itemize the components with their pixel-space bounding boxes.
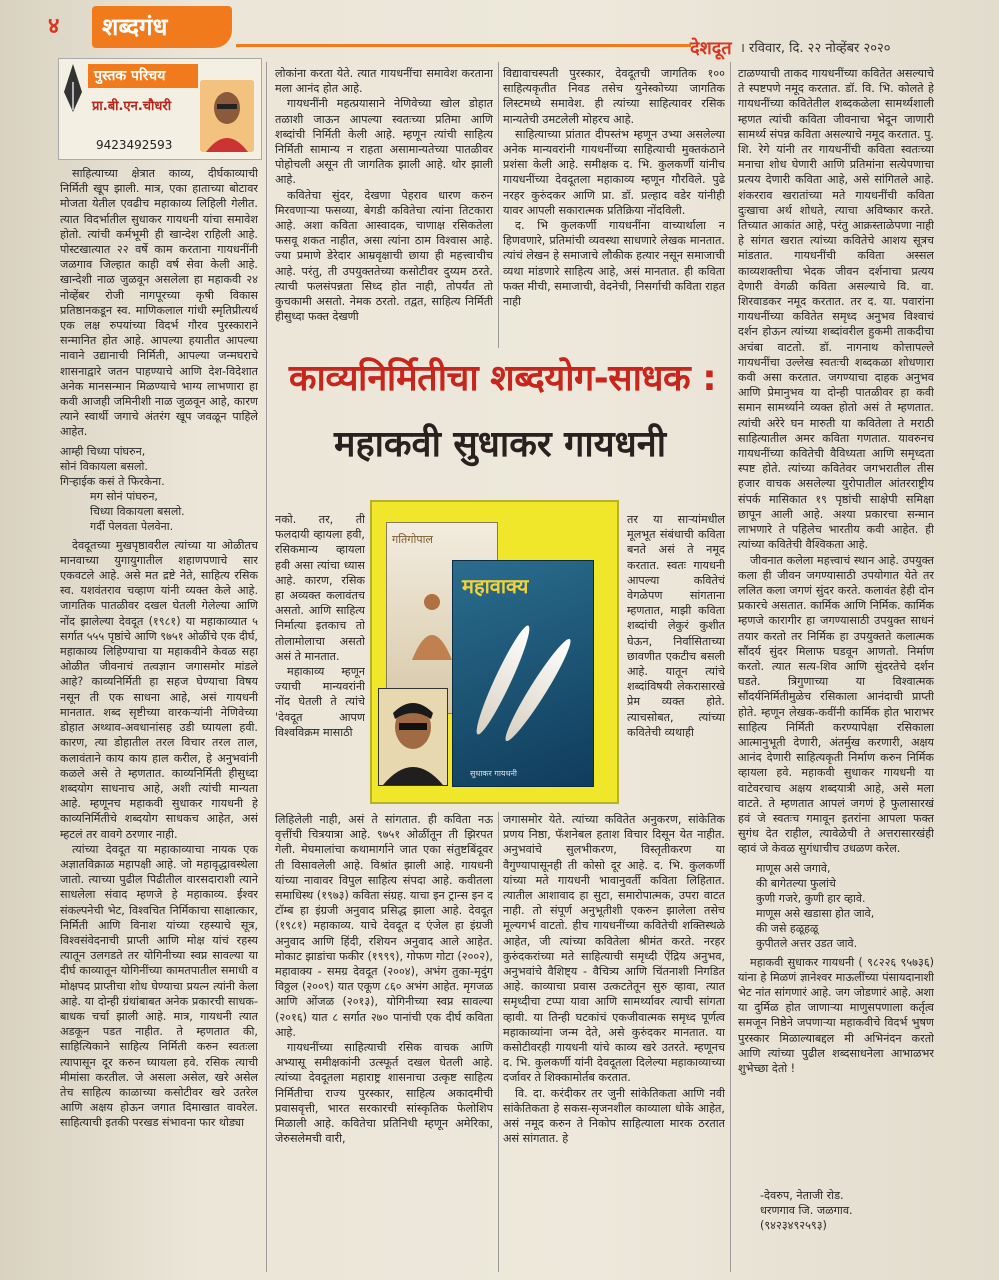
article-column-4 [738, 66, 934, 1182]
article-column-3-mid [627, 512, 725, 808]
column-divider [498, 812, 499, 1272]
paragraph: विद्यावाचस्पती पुरस्कार, देवदूतची जागतिक १०० साहित्यकृतीत निवड तसेच युनेस्कोच्या जागतिक लिस्टमध्ये समावेश. ही त्यांच्या साहित्यावर रसिक मान्यतेची उमटलेली मोहरच आहे. [503, 67, 725, 126]
paragraph: कवितेचा सुंदर, देखणा पेहराव धारण करुन मिरवणाऱ्या फसव्या, बेगडी कवितेचा त्यांना तिटकारा आहे. अशा कविता आस्वादक, चाणाक्ष रसिकतेला फसवू शकत नाहीत, असा त्यांना ठाम विश्वास आहे. ज्या प्रमाणे डेरेदार आम्रवृक्षाची छाया ही महत्त्वाचीच आहे. परंतु, ती उपयुक्ततेच्या कसोटीवर दुय्यम ठरते. त्याची फलसंपन्नता सिध्द होत नाही, तोपर्यंत तो कुचकामी असतो. नेमक ठरतो. तद्वत, साहित्य निर्मिती हीसुध्दा फक्त देखणी [275, 188, 493, 324]
author-photo [200, 80, 254, 152]
book-2-title: महावाक्य [462, 574, 529, 598]
paragraph: जीवनात कलेला महत्त्वाचं स्थान आहे. उपयुक्त कला ही जीवन जगण्यासाठी उपयोगात येते तर ललित कला जगणं सुंदर करते. कलावंत हेही दोन प्रकारचे असतात. कार्मिक आणि निर्मिक. कार्मिक म्हणजे कारागीर हा जगण्यासाठी उपयुक्त साधनं तयार करतो तर निर्मिक हा उपयुक्तते कलात्मक सौंदर्य सुंदर मिलाफ घडवून आणतो. निर्माण करतो. त्यात सत्य-शिव आणि सुंदरतेचे दर्शन घडते. त्रिगुणाच्या या विश्वात्मक सौंदर्यनिर्मितीमुळेच रसिकाला आनंदाची प्राप्ती होते. म्हणून लेखक-कवींनी कार्मिक होत भाराभर साहित्य निर्मिती करण्यापेक्षा रसिकाला आत्मानुभूती देणारी, अंतर्मुख करणारी, अक्षय आनंद देणारी साहित्यकृती निर्माण करुन निर्मिक व्हायला हवे. महाकवी सुधाकर गायधनी या वाटेवरचाच अक्षय शब्दयात्री आहे, असे मला वाटते. ते म्हणतात आपलं जगणं हे फुलासारखं हवं जे स्वतःच गमावून इतरांना आपला फक्त सुगंध देत राहील, त्यावेळेची ते अत्तरासारखंही व्हावं जे केवळ सुगंधाचीच उधळण करेल. [738, 553, 934, 856]
poem-line: माणूस असे जगावे, [756, 861, 831, 875]
paragraph: गायधनींनी महत्प्रयासाने नेणिवेच्या खोल डोहात तळाशी जाऊन आपल्या स्वतःच्या प्रतिमा आणि शब्दांची निर्मिती केली आहे. म्हणून त्यांची साहित्य निर्मिती सामान्य न राहता असामान्यतेच्या पातळीवर पोहोचली असून ती जागतिक झाली आहे. थोर झाली आहे. [275, 97, 493, 187]
paragraph: महाकाव्य म्हणून ज्याची मान्यवरांनी नोंद घेतली ते त्यांचे 'देवदूत आपण विश्वविक्रम मासाठी [275, 665, 365, 739]
paragraph: साहित्याच्या प्रांतात दीपस्तंभ म्हणून उभ्या असलेल्या अनेक मान्यवरांनी गायधनींच्या साहित्याची मुक्तकंठाने प्रशंसा केली आहे. समीक्षक द. भि. कुलकर्णी यांनीच गायधनींच्या देवदूतला महाकाव्य म्हणून गौरविले. पुढे नरहर कुरुंदकर आणि प्रा. डॉ. प्रल्हाद वडेर यांनीही यावर आपली सकारात्मक प्रतिक्रिया नोंदविली. [503, 127, 725, 217]
paragraph: त्यांच्या देवदूत या महाकाव्याचा नायक एक अज्ञातविक्राळ महापक्षी आहे. जो महावृद्धावस्थेला जातो. त्याच्या पुढील पिढीतील वारसदाराशी त्याने साधलेला संवाद म्हणजे हे महाकाव्य. ईश्वर संकल्पनेची भेट, विश्वचित निर्मिकाचा साक्षात्कार, निर्मिती आणि विनाश यांच्या रहस्याचे सूत्र, विश्वसंवेदनाची प्राप्ती आणि मोक्ष यांचं रहस्य त्यातून उलगडते तर योगिनीच्या स्वप्न सावल्या या दीर्घ काव्यातून योगिनींच्या कामतपातील समाधी व मोक्षपद प्राप्तीचा शोध घेण्याचा प्रयत्न त्यांनी केला आहे. या दोन्ही ग्रंथांबाबत अनेक प्रकारची साधक-बाधक चर्चा झाली आहे. मात्र, गायधनी त्यात अडकून पडत नाहीत. ते म्हणतात की, साहित्यिकाने साहित्य निर्मिती करुन स्वतःला त्यापासून दूर करुन घ्यायला हवे. रसिक त्याची मीमांसा करतील. जे असला असेल, खरे असेल तेच साहित्य काळाच्या कसोटीवर खरे उतरेल आणि अक्षय होऊन जगात दिमाखात वावरेल. साहित्याची इतकी परखड संभावना फार थोड्या [60, 842, 258, 1130]
article-column-3-top [503, 66, 725, 348]
paragraph: देवदूतच्या मुखपृष्ठावरील त्यांच्या या ओळीतच मानवाच्या युगायुगातील शहाणपणाचे सार एकवटले आहे. असे मत द्रष्टे नेते, साहित्य रसिक स्व. यशवंतराव चव्हाण यांनी व्यक्त केले आहे. जागतिक पातळीवर दखल घेतली गेलेल्या आणि नोंद झालेल्या देवदूत (१९८१) या महाकाव्यात ५ सर्गात ५५५ पृष्ठांचे आणि ९७५१ ओळींचे एक दीर्घ, महाकाव्य लिहिण्याचा या महाकवीने केवळ सहा ओळीत जीवनाचं तत्वज्ञान जगासमोर मांडले आहे? काव्यनिर्मिती हा सहज घेण्याचा विषय नसून ती एक साधना आहे, असं गायधनी मानतात. शब्द सृष्टीच्या वारकऱ्यांनी नेणिवेच्या डोहात अथ्थाव-अवधानांसह उडी घ्यायला हवी. कारण, त्या डोहातील तरल विचार तरल ताल, कलावंताने काय काय हाल करील, हे अनुभवांनी कळले असे ते म्हणतात. काव्यनिर्मिती हीसुध्दा शब्दयोग साधनाच आहे, अशी त्यांची मान्यता आहे. म्हणूनच महाकवी सुधाकर गायधनी हे काव्यनिर्मितीचे शब्दयोग साधकच आहेत, असं म्हटलं तर वावगे ठरणार नाही. [60, 538, 258, 841]
poem-line: चिध्या विकायला बसलो. [90, 504, 185, 518]
paragraph: नको. तर, ती फलदायी व्हायला हवी, रसिकमान्य व्हायला हवी असा त्यांचा ध्यास आहे. कारण, रसिक हा अव्यक्त कलावंतच असतो. आणि साहित्य निर्मात्या इतकाच तो तोलामोलाचा असतो असं ते मानतात. [275, 513, 365, 663]
poem-line: सोनं विकायला बसलो. [60, 459, 148, 473]
author-name: प्रा.बी.एन.चौधरी [92, 99, 172, 114]
paragraph: वि. दा. करंदीकर तर जुनी सांकेतिकता आणि नवी सांकेतिकता हे सकस-सृजनशील काव्याला धोके आहेत, असं नमूद करुन ते निकोप साहित्याला मारक ठरतात असं सांगतात. हे [503, 1086, 725, 1146]
signoff-line: धरणगाव जि. जळगाव. [760, 1204, 853, 1217]
poem-line: की बागेतल्या फुलांचे [756, 876, 836, 890]
poem-line: आम्ही चिध्या पांघरुन, [60, 444, 146, 458]
poem-line: कुपीतले अत्तर उडत जावे. [756, 936, 858, 950]
column-divider [498, 62, 499, 348]
poem-1 [60, 444, 258, 534]
paragraph: लिहिलेली नाही, असं ते सांगतात. ही कविता नऊ वृत्तींची चित्रयात्रा आहे. ९७५१ ओळींतून ती झिरपत गेली. मेघमालांचा कथामार्गाने जात एका संतुष्टबिंदूवर ती विसावलेली आहे. विश्रांत झाली आहे. गायधनी यांच्या नावावर विपुल साहित्य संपदा आहे. कवीतला समाधिस्थ (१९७३) कविता संग्रह. याचा इन ट्रान्स इन द टॉम्ब हा इंग्रजी अनुवाद प्रसिद्ध झाला आहे. देवदूत (१९८१) महाकाव्य. याचे देवदूत द एंजेल हा इंग्रजी अनुवाद आणि हिंदी, रशियन अनुवाद आले आहेत. मोकाट झाडांचा फकीर (१९९९), गोफण गोटा (२००२), महावाक्य - समग्र देवदूत (२००४), अभंग तुका-मृदुंग विठ्ठल (२००९) यात एकूण ८६० अभंग आहेत. मृगजळ आणि ओंजळ (२०१३), योगिनीच्या स्वप्न सावल्या (२०१६) यात ८ सर्गात २७० पानांची एक दीर्घ कविता आहे. [275, 813, 493, 1039]
poem-line: मग सोनं पांघरुन, [90, 489, 158, 503]
paragraph: टाळण्याची ताकद गायधनींच्या कवितेत असल्याचे ते स्पष्टपणे नमूद करतात. डॉ. वि. भि. कोलते हे गायधनींच्या कवितेतील शब्दकळेला सामर्थ्यशाली म्हणत त्यांची कविता जीवनाचा भेदून जाणारी सामर्थ्य संपन्न कविता असल्याचे नमूद करतात. पु. शि. रेगे यांनी तर गायधनींची कविता स्वतःच्या मनाचा शोध घेणारी आणि प्रतिमांना सत्येपणाचा प्रत्यय देणारी कविता आहे, असे सांगितले आहे. शंकरराव खरातांच्या मते गायधनींची कविता दुःखाचा अर्थ शोधते, त्याचा अविष्कार करते. तिच्यात आकांत आहे, परंतु आक्रस्ताळेपणा नाही हे सांगत खरात त्यांच्या कवितेचे आशय सूत्रच मांडतात. गायधनींची कविता अस्सल काव्यशक्तीचा भेदक जीवन दर्शनाचा प्रत्यय देणारी वेगळी कविता असल्याचे वि. वा. शिरवाडकर नमूद करतात. तर द. या. पवारांना गायधनींच्या कवितेत समृध्द अनुभव विश्वाचं दर्शन होऊन त्यांच्या शब्दांवरील हुकमी ताकदीचा अचंबा वाटतो. डॉ. नागनाथ कोत्तापल्ले गायधनींचा उल्लेख स्वतःची शब्दकळा शोधणारा कवी असा करतात. जगण्याचा दाहक अनुभव आणि प्रेमानुभव या दोन्ही पातळीवर हा कवी समान सामर्थ्याने व्यक्त होतो असं ते म्हणतात. त्यांची अरेरे घन मारुती या कवितेला ते मराठी साहित्यातील अमर कविता गणतात. यावरुनच गायधनींच्या कवितेची वैविध्यता आणि समृध्दता स्पष्ट होते. त्यांच्या कवितेवर जगभरातील तीस हजार वाचक असलेल्या युरोपातील आंतरराष्ट्रीय संपर्क मासिकात १९ पृष्ठांची साक्षेपी समिक्षा छापून आली आहे. अश्या प्रकारचा सन्मान लाभणारे ते पहिलेच भारतीय कवी आहेत. ही त्यांच्या कवितेची वैश्विकता आहे. [738, 67, 934, 552]
book-2-author: सुधाकर गायधनी [470, 769, 518, 778]
book-1-title: गतिगोपाल [392, 533, 433, 546]
headline-main: काव्यनिर्मितीचा शब्दयोग-साधक : [288, 358, 717, 399]
article-column-2-mid [275, 512, 365, 808]
header-rule [236, 44, 691, 47]
paragraph: साहित्याच्या क्षेत्रात काव्य, दीर्घकाव्याची निर्मिती खूप झाली. मात्र, एका हाताच्या बोटावर मोजता येतील एवढीच महाकाव्य लिहिली गेलीत. त्यात विदर्भातील सुधाकर गायधनी यांचा समावेश होतो. त्यांची कर्मभूमी ही खान्देश राहिली आहे. पोस्टखात्यात २२ वर्षे काम करताना गायधनींनी जळगाव जिल्हात काही वर्ष सेवा केली आहे. खान्देशी नाळ जुळवून असलेला हा महाकवी २४ नोव्हेंबर रोजी नागपूरच्या कृषी विकास प्रतिष्ठानकडून स्व. माणिकलाल गांधी स्मृतिप्रीत्यर्थ एक लक्ष रुपयांच्या विदर्भ गौरव पुरस्काराने सन्मानित होत आहे. आपल्या हयातीत आपल्या नावाने उद्यानाची निर्मिती, आपल्या जन्मघराचे शासनाद्वारे जतन पाहण्याचे आणि देश-विदेशात अनेक मानसन्मान मिळण्याचे भाग्य लाभणारा हा कवी आजही जमिनीशी नाळ जुळवून आहे, कारण त्याने स्वार्थी जगाचे अंतरंग खूप जवळून पाहिले आहेत. [60, 167, 258, 439]
headline-sub: महाकवी सुधाकर गायधनी [333, 424, 667, 465]
poem-line: की जसे हळूहळू [756, 921, 819, 935]
column-divider [730, 62, 731, 1272]
paragraph: गायधनींच्या साहित्याची रसिक वाचक आणि अभ्यासू समीक्षकांनी उत्स्फूर्त दखल घेतली आहे. त्यांच्या देवदूतला महाराष्ट्र शासनाचा उत्कृष्ट साहित्य निर्मितीचा राज्य पुरस्कार, साहित्य अकादमीची प्रवासवृत्ती, भारत सरकारची सांस्कृतिक फेलोशिप मिळाली आहे. कवितेचा प्रतिनिधी म्हणून अमेरिका, जेरुसलेमची वारी, [275, 1041, 493, 1146]
poem-2 [738, 861, 934, 951]
poem-line: कुणी गजरे, कुणी हार व्हावे. [756, 891, 866, 905]
signoff-line: (९४२३४९२५९३) [760, 1219, 827, 1232]
book-intro-label: पुस्तक परिचय [88, 64, 198, 88]
signoff-line: -देवरुप, नेताजी रोड. [760, 1189, 844, 1202]
issue-date: । रविवार, दि. २२ नोव्हेंबर २०२० [740, 41, 891, 56]
paragraph: लोकांना करता येते. त्यात गायधनींचा समावेश करताना मला आनंद होत आहे. [275, 67, 493, 96]
pen-nib-icon [62, 62, 84, 114]
author-phone: 9423492593 [96, 138, 173, 152]
poem-line: गर्दी पेलवता पेलवेना. [90, 519, 174, 533]
article-column-2-bottom [275, 812, 493, 1270]
paragraph: द. भि कुलकर्णी गायधनींना वाच्यार्थाला न हिणवणारे, प्रतिमांची व्यवस्था साधणारे लेखक मानतात. त्यांचं लेखन हे समाजाचे लौकीक हत्यार नसून समाजाची व्यथा मांडणारे साहित्य आहे, असं मानतात. ही कविता फक्त मीची, समाजाची, वेदनेची, निसर्गाची कविता राहत नाही [503, 219, 725, 309]
article-column-1 [60, 166, 258, 1270]
author-signoff [760, 1188, 853, 1233]
poem-line: माणूस असे खडासा होत जावे, [756, 906, 875, 920]
paragraph: महाकवी सुधाकर गायधनी ( ९८२२६ ९५७३६) यांना हे मिळणं ज्ञानेश्वर माऊलींच्या पंसायदानाशी भेट नांत सांगणारं आहे. जग जोडणारं आहे. अशा या दुर्मिळ होत जाणाऱ्या माणुसपणाला कर्तृत्व समजून निष्ठेने जपणाऱ्या महाकवीचे विदर्भ भुषण पुरस्कार मिळाल्याबद्दल मी अभिनंदन करतो आणि त्यांच्या पुढील शब्दसाधनेला आभाळभर शुभेच्छा देतो ! [738, 955, 934, 1075]
poem-line: गिऱ्हाईक कसं ते फिरकेना. [60, 474, 165, 488]
page-number: ४ [48, 14, 60, 39]
article-column-2-top [275, 66, 493, 348]
paragraph: तर या साऱ्यांमधील मूलभूत संबंधाची कविता बनते असं ते नमूद करतात. स्वतः गायधनी आपल्या कवितेचं वेगळेपण सांगताना म्हणतात, माझी कविता शब्दांची लेकुरं कुशीत घेऊन, निर्वासिताच्या छावणीत एकटीच बसली आहे. यातून त्यांचे शब्दांविषयी लेकरासारखे प्रेम व्यक्त होते. त्याचसोबत, त्यांच्या कवितेची व्यथाही [627, 513, 725, 739]
article-column-3-bottom [503, 812, 725, 1270]
newspaper-name: देशदूत [690, 38, 732, 59]
section-title: शब्दगंध [92, 6, 232, 48]
column-divider [266, 62, 267, 1272]
poet-portrait [378, 688, 448, 786]
paragraph: जगासमोर येते. त्यांच्या कवितेत अनुकरण, सांकेतिक प्रणय निष्ठा, फॅशनेबल हताश विचार दिसून येत नाहीत. अनुभवांचे सुलभीकरण, विस्तृतीकरण या वैगुण्यापासूनही ती कोसो दूर आहे. द. भि. कुलकर्णी यांच्या मते गायधनी भावानुवर्ती कविता लिहितात. त्यातील आशावाद हा सुटा, समारोपात्मक, उपरा वाटत नाही. तो संपूर्ण अनुभूतीशी एकरुन झालेला तसेच मूल्यगर्भ वाटतो. हीच गायधनींच्या कवितेची शक्तिस्थळे आहेत, जी त्यांच्या कवितेला श्रीमंत करते. नरहर कुरुंदकरांच्या मते साहित्याची समृध्दी ऐंद्रिय अनुभव, अनुभवांचे वैशिष्ट्य - वैचित्र्य आणि चिंतनाशी निगडित आहे. काव्याचा प्रवास उत्कटतेतून सुरु व्हावा, त्यात समृध्दीचा टप्पा यावा आणि सामर्थ्यावर त्याची सांगता व्हावी. या तिन्ही घटकांचं एकजीवात्मक समृध्द पूर्णत्व महाकाव्यांना जन्म देते, असे कुरुंदकर मानतात. या कसोटीवरही गायधनी यांचे काव्य खरे उतरते. म्हणूनच द. भि. कुलकर्णी यांनी देवदूतला दिलेल्या महाकाव्याच्या दर्जावर ते शिक्कामोर्तब करतात. [503, 813, 725, 1085]
